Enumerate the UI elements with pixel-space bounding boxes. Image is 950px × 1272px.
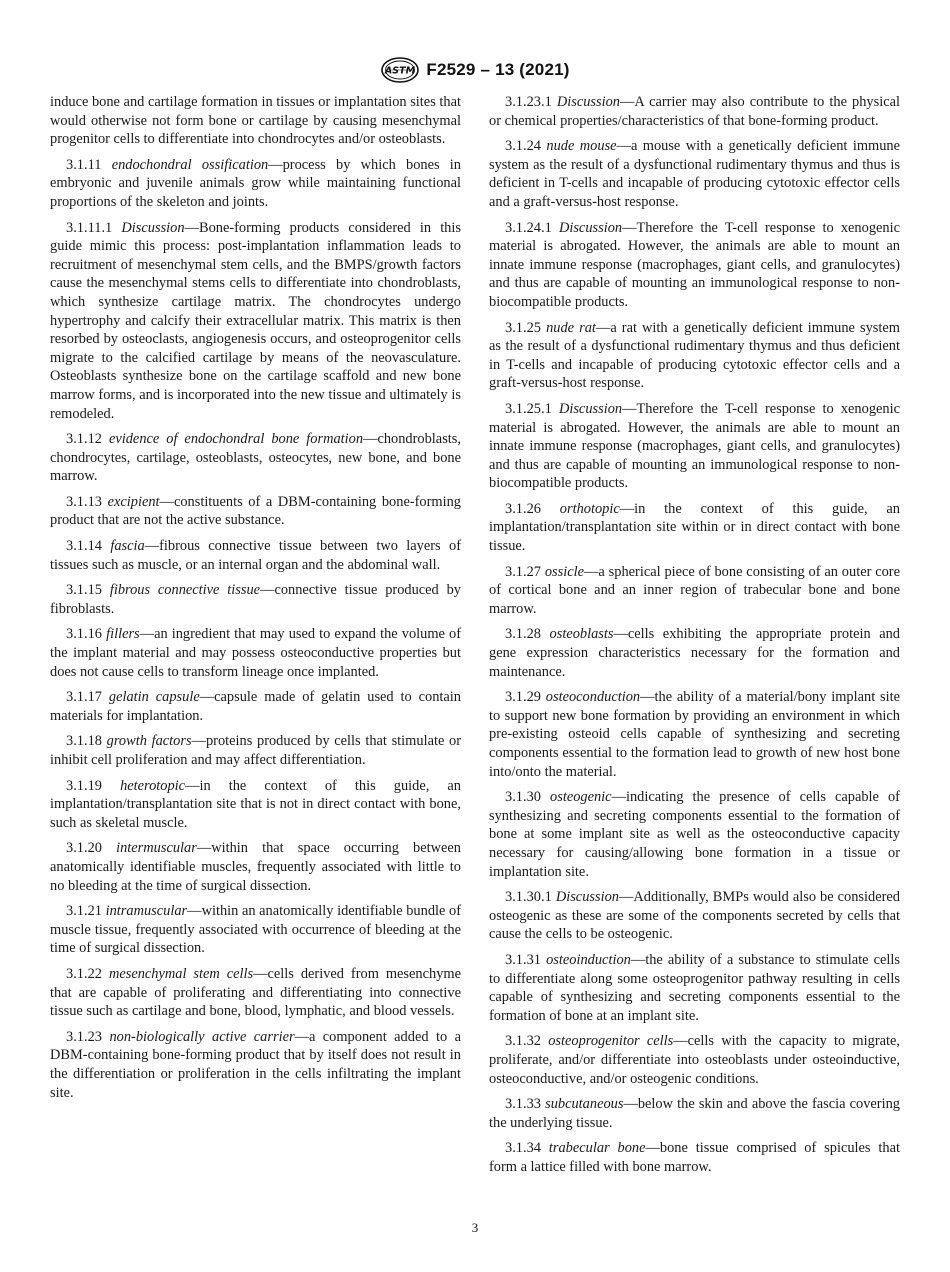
definition-term: fibrous connective tissue xyxy=(109,582,261,599)
definition-text: within that space occurring between anatomically identifiable muscles, frequently associated with little to no bleeding at the time of surgical dissection. xyxy=(50,840,461,894)
definition-number: 3.1.21 xyxy=(66,903,102,920)
definition-number: 3.1.30 xyxy=(505,789,541,806)
definition-number: 3.1.29 xyxy=(505,689,541,706)
definition-entry xyxy=(50,219,461,424)
definition-text: fibrous connective tissue between two layers of tissues such as muscle, or an internal organ and the abdominal wall. xyxy=(50,538,461,573)
definition-term: osteoconduction xyxy=(545,689,641,706)
definition-entry xyxy=(489,319,900,393)
definition-separator: — xyxy=(640,689,655,706)
definition-separator: — xyxy=(363,431,378,448)
definition-term: endochondral ossification xyxy=(111,156,269,173)
definition-separator: — xyxy=(187,903,202,920)
definition-separator: — xyxy=(268,156,283,173)
definition-term: evidence of endochondral bone formation xyxy=(108,431,364,448)
definition-number: 3.1.25 xyxy=(505,319,541,336)
definition-separator: — xyxy=(613,626,628,643)
definition-term: fillers xyxy=(106,626,140,643)
definition-text: process by which bones in embryonic and juvenile animals grow while maintaining functional proportions of the skeleton and joints. xyxy=(50,156,461,210)
definition-separator: — xyxy=(139,626,155,643)
definition-entry xyxy=(50,430,461,486)
page-header xyxy=(0,56,950,84)
definition-separator: — xyxy=(645,1140,660,1157)
definition-separator: — xyxy=(673,1033,688,1050)
definition-text: a spherical piece of bone consisting of an outer core of cortical bone and an inner region of trabecular bone and bone marrow. xyxy=(489,563,900,617)
definition-entry xyxy=(489,788,900,881)
definition-term: Discussion xyxy=(558,219,623,236)
definition-entry xyxy=(489,1095,900,1132)
definition-text: below the skin and above the fascia covering the underlying tissue. xyxy=(489,1096,900,1131)
definition-entry xyxy=(50,625,461,681)
definition-text: the ability of a material/bony implant site to support new bone formation by providing an environment in which pre-existing osteoid cells capable of synthesizing and secreting components essential to the formation lead to growth of new host bone into/onto the material. xyxy=(489,689,900,780)
definition-separator: — xyxy=(622,219,637,236)
definition-term: orthotopic xyxy=(559,500,620,517)
definition-separator: — xyxy=(185,777,200,794)
definition-number: 3.1.25.1 xyxy=(505,400,552,417)
definition-number: 3.1.33 xyxy=(505,1096,541,1113)
definition-number: 3.1.15 xyxy=(66,582,102,599)
definition-term: subcutaneous xyxy=(545,1096,624,1113)
continued-paragraph: induce bone and cartilage formation in tissues or implantation sites that would otherwise not form bone or cartilage by causing mesenchymal progenitor cells to differentiate into chondrocytes and/or osteoblasts. xyxy=(50,94,461,148)
definition-number: 3.1.31 xyxy=(505,951,541,968)
definition-entry xyxy=(489,1032,900,1088)
definition-entry xyxy=(50,688,461,725)
definition-term: osteoprogenitor cells xyxy=(548,1033,674,1050)
definition-text: proteins produced by cells that stimulate or inhibit cell proliferation and may affect differentiation. xyxy=(50,733,462,768)
definition-separator: — xyxy=(616,138,631,155)
definition-separator: — xyxy=(159,493,174,510)
definition-number: 3.1.26 xyxy=(505,500,541,517)
definition-term: osteoblasts xyxy=(549,626,614,643)
definition-separator: — xyxy=(622,400,637,417)
definition-entry xyxy=(50,493,461,530)
definition-separator: — xyxy=(196,840,212,857)
definition-entry xyxy=(489,93,900,130)
right-column xyxy=(489,93,900,1183)
definition-number: 3.1.22 xyxy=(66,965,102,982)
definition-separator: — xyxy=(611,789,626,806)
definition-separator: — xyxy=(619,500,635,517)
definition-entry xyxy=(489,137,900,211)
left-definitions-list xyxy=(50,156,461,1102)
definition-separator: — xyxy=(630,951,646,968)
definition-separator: — xyxy=(618,889,634,906)
definition-entry xyxy=(489,500,900,556)
definition-term: fascia xyxy=(110,538,145,555)
definition-text: constituents of a DBM-containing bone-forming product that are not the active substance. xyxy=(50,493,461,529)
definition-term: excipient xyxy=(107,493,160,510)
definition-text: the ability of a substance to stimulate cells to differentiate along some osteoprogenitor pathway resulting in cells capable of synthesizing and secreting components essential to the formation of bone at an implant site. xyxy=(489,951,900,1024)
definition-separator: — xyxy=(191,733,206,750)
definition-term: Discussion xyxy=(555,889,619,906)
definition-entry xyxy=(50,732,461,769)
definition-text: cells derived from mesenchyme that are capable of proliferating and differentiating into connective tissue such as cartilage and bone, blood, lymphatic, and blood vessels. xyxy=(50,965,461,1020)
definition-entry xyxy=(50,965,461,1021)
definition-number: 3.1.16 xyxy=(66,626,102,643)
definition-term: ossicle xyxy=(544,563,585,580)
definition-text: cells with the capacity to migrate, proliferate, and/or differentiate into osteoblasts under osteoinductive, osteoconductive, and/or osteogenic conditions. xyxy=(489,1033,900,1087)
definition-separator: — xyxy=(595,319,611,336)
definition-text: Additionally, BMPs would also be considered osteogenic as these are some of the components secreted by cells that cause the cells to be osteogenic. xyxy=(489,889,900,943)
definition-text: indicating the presence of cells capable of synthesizing and secreting components essential to the formation of bone at some implant site as well as the osteoconductive capacity necessary for causing/allowing bone formation in a tissue or implantation site. xyxy=(489,789,900,880)
definition-text: within an anatomically identifiable bundle of muscle tissue, frequently associated with occurrence of bleeding at the time of surgical dissection. xyxy=(50,903,461,957)
definition-number: 3.1.19 xyxy=(66,777,102,794)
right-definitions-list xyxy=(489,93,900,1176)
definition-term: nude rat xyxy=(546,319,596,336)
definition-entry xyxy=(50,1028,461,1102)
definition-entry xyxy=(489,625,900,681)
definition-text: cells exhibiting the appropriate protein and gene expression characteristics necessary for the formation and maintenance. xyxy=(489,626,900,680)
definition-number: 3.1.32 xyxy=(505,1033,541,1050)
definition-number: 3.1.20 xyxy=(66,840,102,857)
definition-entry xyxy=(50,777,461,833)
definition-term: gelatin capsule xyxy=(108,689,200,706)
document-designation: F2529 – 13 (2021) xyxy=(426,60,570,79)
definition-text: Therefore the T-cell response to xenogenic material is abrogated. However, the animals are able to mount an innate immune response (macrophages, giant cells, and granulocytes) and thus are capable of mounting an immunological response to non-biocompatible products. xyxy=(489,400,900,492)
definition-number: 3.1.18 xyxy=(66,733,102,750)
definition-number: 3.1.17 xyxy=(66,689,102,706)
definition-term: trabecular bone xyxy=(548,1140,646,1157)
definition-separator: — xyxy=(253,965,268,982)
definition-number: 3.1.23.1 xyxy=(505,94,552,110)
definition-entry xyxy=(489,951,900,1025)
definition-term: heterotopic xyxy=(120,777,186,794)
definition-number: 3.1.12 xyxy=(66,431,102,448)
definition-number: 3.1.23 xyxy=(66,1028,102,1045)
definition-term: intermuscular xyxy=(116,840,197,857)
definition-separator: — xyxy=(623,1096,638,1113)
definition-text: in the context of this guide, an implantation/transplantation site that is not in direct contact with bone, such as skeletal muscle. xyxy=(50,777,461,831)
svg-text:ASTM: ASTM xyxy=(385,65,416,77)
left-column xyxy=(50,93,461,1109)
definition-entry xyxy=(489,400,900,493)
definition-term: growth factors xyxy=(106,733,192,750)
definition-separator: — xyxy=(184,219,199,236)
definition-separator: — xyxy=(144,538,160,555)
definition-text: bone tissue comprised of spicules that form a lattice filled with bone marrow. xyxy=(489,1140,900,1175)
definition-entry xyxy=(489,1139,900,1176)
definition-text: connective tissue produced by fibroblasts. xyxy=(50,582,461,617)
definition-text: a rat with a genetically deficient immune system as the result of a dysfunctional rudimentary thymus and thus deficient in T-cells and incapable of producing cytotoxic effector cells and a graft-versus-host response. xyxy=(489,319,900,392)
definition-term: Discussion xyxy=(558,400,623,417)
definition-text: Bone-forming products considered in this guide mimic this process: post-implantation inflammation leads to recruitment of mesenchymal stem cells, and the BMPS/growth factors cause the mesenchymal stems cells to differentiate into chondroblasts, which synthesize cartilage matrix. The chondrocytes undergo hypertrophy and calcify their extracellular matrix. This matrix is then resorbed by osteoclasts, angiogenesis occurs, and osteoprogenitor cells migrate to the calcified cartilage by means of the neovasculature. Osteoblasts synthesize bone on the cartilage scaffold and new bone marrow forms, and is incorporated into the new tissue and ultimately is remodeled. xyxy=(50,219,461,422)
definition-text: a component added to a DBM-containing bone-forming product that by itself does not result in the differentiation or proliferation in the cells infiltrating the implant site. xyxy=(50,1028,461,1101)
definition-term: osteoinduction xyxy=(546,951,631,968)
definition-separator: — xyxy=(584,563,599,580)
definition-number: 3.1.28 xyxy=(505,626,541,643)
definition-number: 3.1.11.1 xyxy=(66,219,113,236)
definition-text: a mouse with a genetically deficient immune system as the result of a dysfunctional rudimentary thymus and thus is deficient in T-cells and incapable of producing cytotoxic effector cells and a graft-versus-host response. xyxy=(489,138,900,210)
definition-text: Therefore the T-cell response to xenogenic material is abrogated. However, the animals are able to mount an innate immune response (macrophages, giant cells, and granulocytes) and thus are capable of mounting an immunological response to non-biocompatible products. xyxy=(489,219,900,310)
definition-entry xyxy=(489,219,900,312)
definition-text: capsule made of gelatin used to contain materials for implantation. xyxy=(50,689,461,724)
astm-logo-icon xyxy=(380,56,420,84)
definition-entry xyxy=(50,156,461,212)
definition-entry xyxy=(489,688,900,781)
definition-number: 3.1.24.1 xyxy=(505,219,552,236)
definition-entry xyxy=(489,888,900,944)
definition-entry xyxy=(50,537,461,574)
definition-entry xyxy=(50,581,461,618)
definition-number: 3.1.14 xyxy=(66,538,102,555)
definition-term: mesenchymal stem cells xyxy=(108,965,254,982)
definition-entry xyxy=(50,839,461,895)
definition-text: chondroblasts, chondrocytes, cartilage, osteoblasts, osteocytes, new bone, and bone marrow. xyxy=(50,431,461,485)
definition-term: intramuscular xyxy=(105,903,188,920)
definition-term: non-biologically active carrier xyxy=(109,1028,295,1045)
definition-text: in the context of this guide, an implantation/transplantation site within or in direct contact with bone tissue. xyxy=(489,500,900,555)
definition-separator: — xyxy=(260,582,275,599)
definition-number: 3.1.13 xyxy=(66,493,102,510)
definition-text: an ingredient that may used to expand the volume of the implant material and may possess osteoconductive properties but does not cause cells to transform lineage once implanted. xyxy=(50,626,461,680)
definition-term: osteogenic xyxy=(550,789,612,806)
definition-entry xyxy=(50,902,461,958)
definition-term: Discussion xyxy=(556,94,621,110)
definition-term: Discussion xyxy=(121,219,185,236)
definition-term: nude mouse xyxy=(546,138,617,155)
definition-number: 3.1.11 xyxy=(66,156,102,173)
definition-number: 3.1.30.1 xyxy=(505,889,552,906)
definition-separator: — xyxy=(294,1028,309,1045)
definition-separator: — xyxy=(199,689,215,706)
definition-separator: — xyxy=(620,94,635,110)
definition-number: 3.1.24 xyxy=(505,138,541,155)
definition-text: A carrier may also contribute to the physical or chemical properties/characteristics of that bone-forming product. xyxy=(489,94,900,129)
definition-number: 3.1.27 xyxy=(505,563,541,580)
page-number: 3 xyxy=(471,1220,479,1235)
definition-entry xyxy=(489,563,900,619)
definition-number: 3.1.34 xyxy=(505,1140,541,1157)
